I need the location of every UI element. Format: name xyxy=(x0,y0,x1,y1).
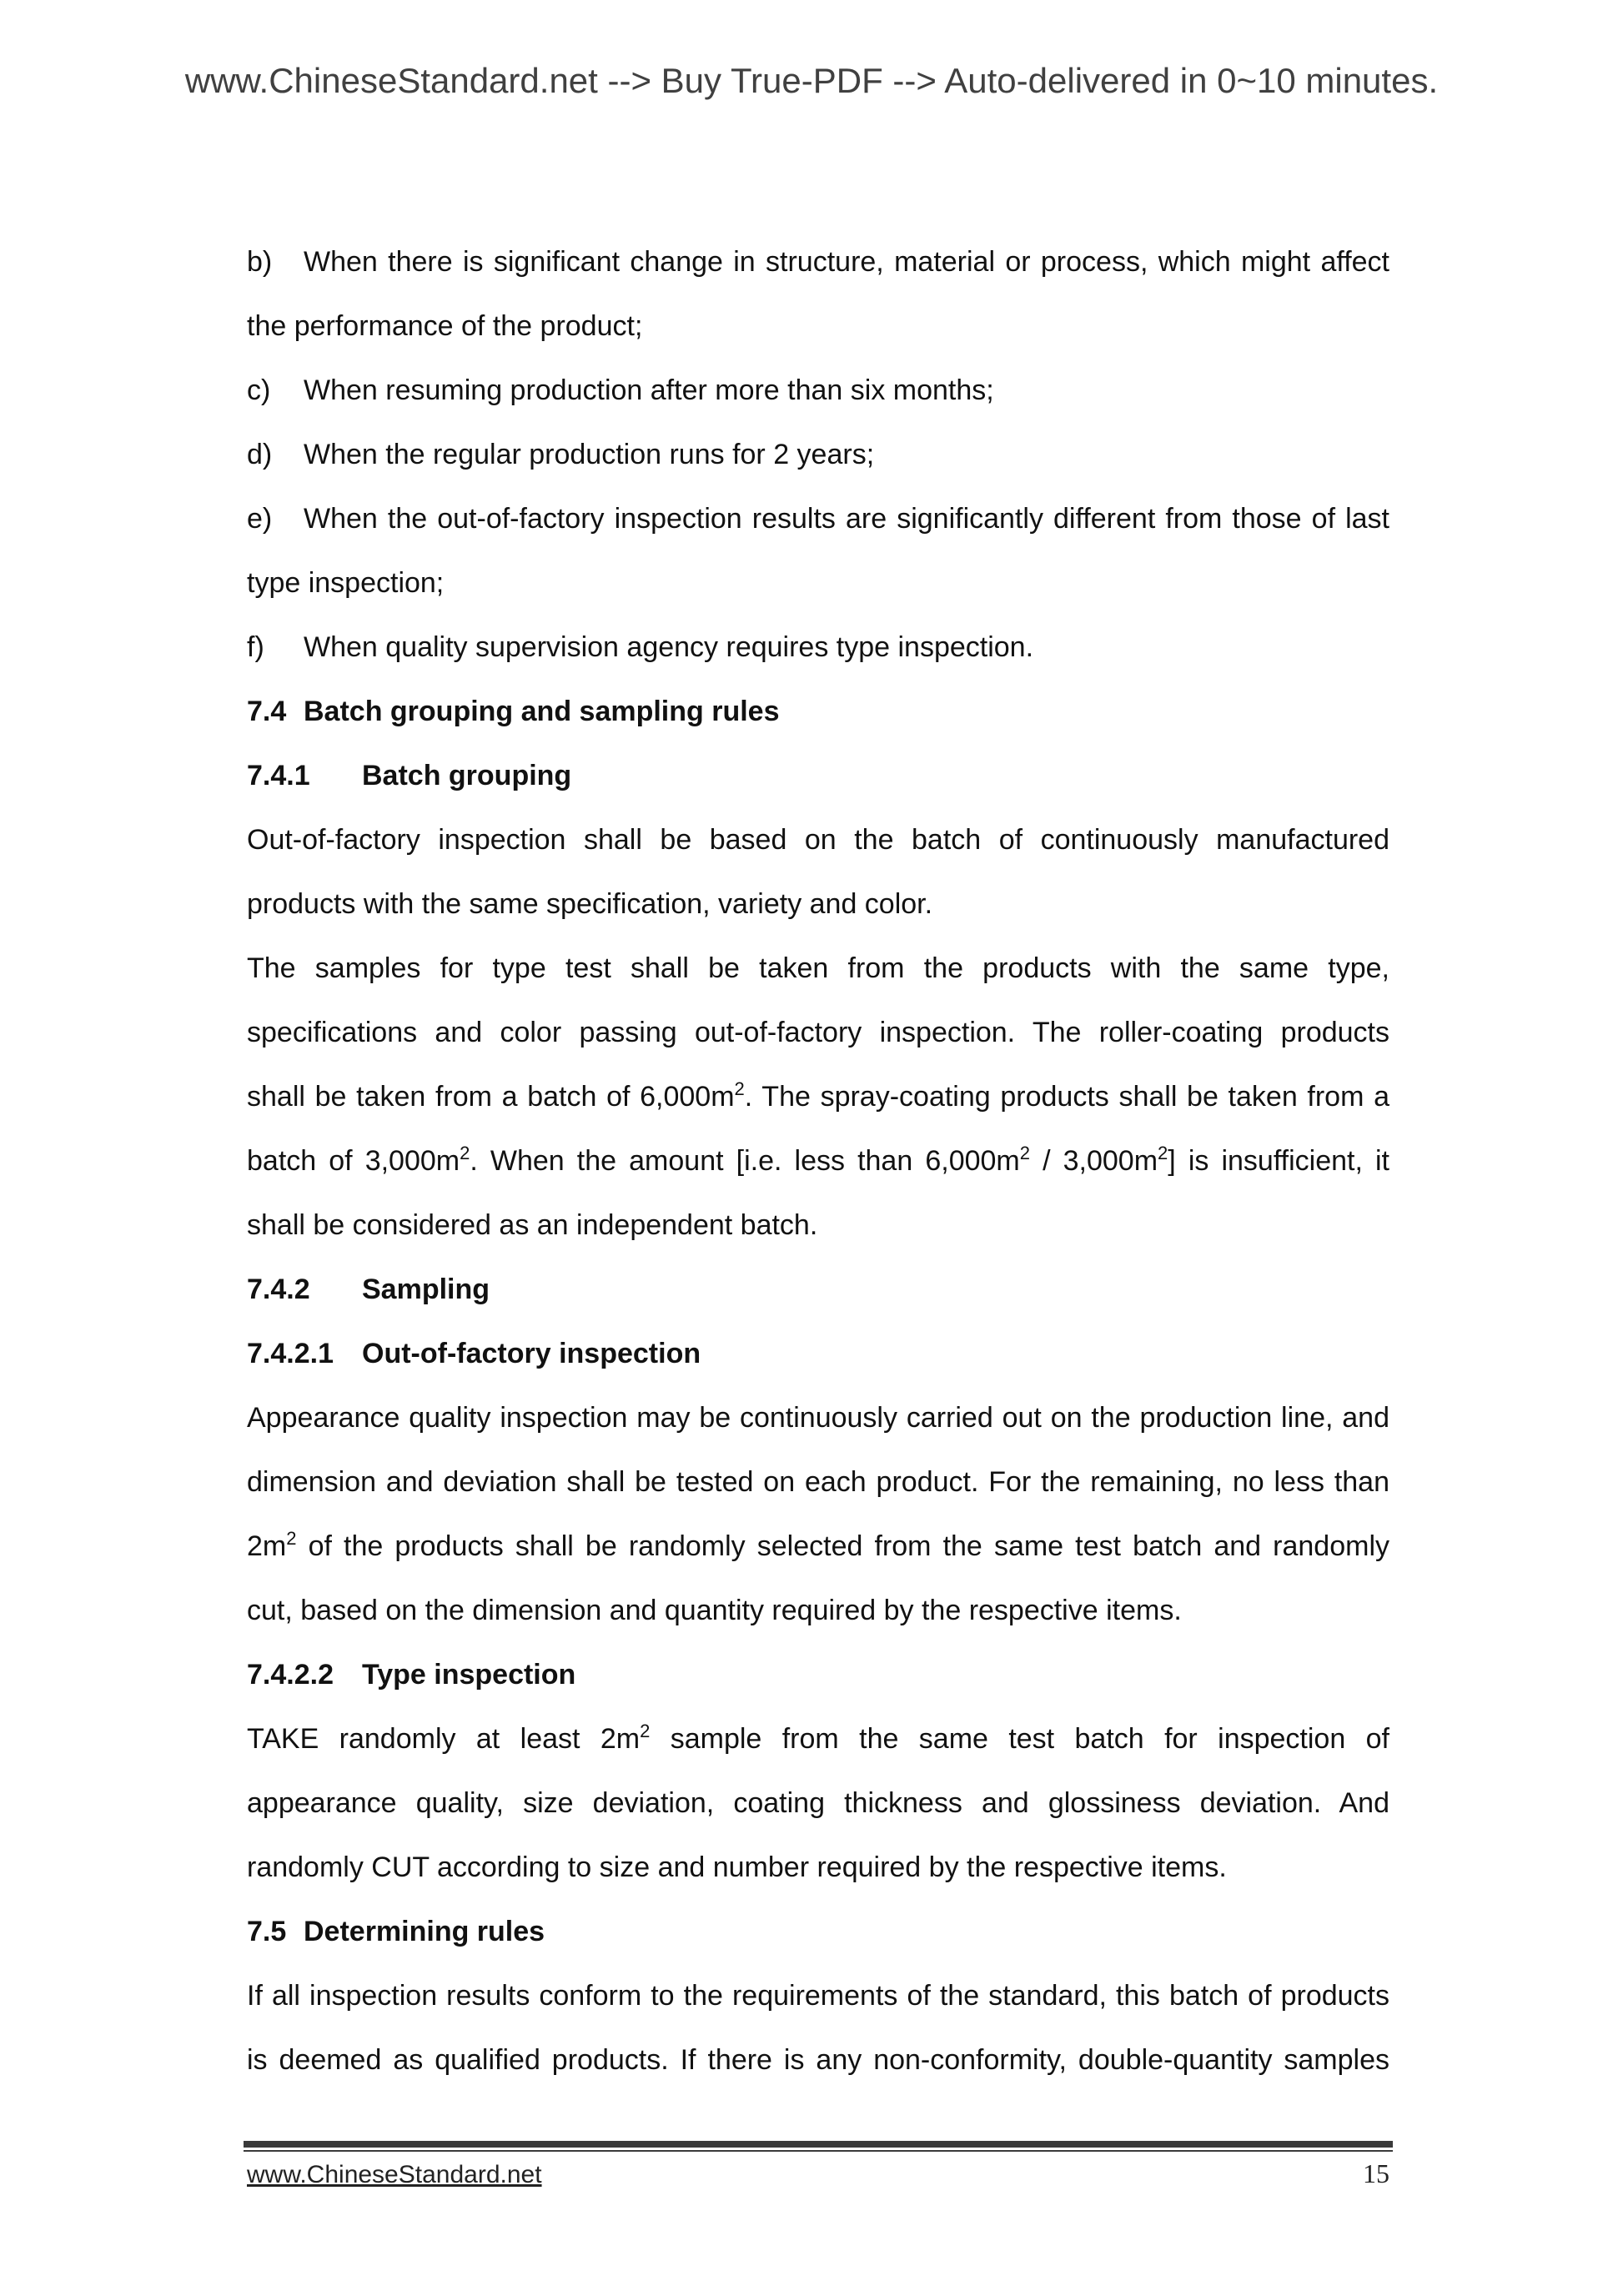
list-text: When the regular production runs for 2 years; xyxy=(304,439,875,470)
text-run: . The spray-coating products shall be taken from a xyxy=(744,1081,1390,1113)
paragraph-line: Appearance quality inspection may be continuously carried out on the production line, and xyxy=(247,1402,1389,1434)
section-title: Batch grouping and sampling rules xyxy=(304,696,780,727)
paragraph-line xyxy=(247,1707,1389,1771)
text-run: 2m xyxy=(247,1530,287,1562)
list-item-e-continuation: type inspection; xyxy=(247,567,445,599)
list-item-b xyxy=(247,230,1389,294)
list-text: When there is significant change in structure, material or process, which might affect xyxy=(304,246,1389,278)
section-title: Sampling xyxy=(362,1274,490,1305)
footer-divider-thick xyxy=(244,2141,1393,2148)
page-number: 15 xyxy=(1363,2158,1389,2188)
footer-website-link[interactable]: www.ChineseStandard.net xyxy=(247,2161,542,2188)
section-number: 7.4.2.2 xyxy=(247,1659,334,1691)
section-heading-7-4-2 xyxy=(247,1258,1389,1322)
list-item-b-continuation: the performance of the product; xyxy=(247,310,643,342)
section-number: 7.4.2.1 xyxy=(247,1338,334,1369)
paragraph-line: products with the same specification, variety and color. xyxy=(247,888,933,920)
superscript: 2 xyxy=(1019,1143,1030,1163)
paragraph-line: shall be considered as an independent batch. xyxy=(247,1209,818,1241)
list-label: f) xyxy=(247,631,264,663)
paragraph-line xyxy=(247,1515,1389,1579)
paragraph-line: cut, based on the dimension and quantity required by the respective items. xyxy=(247,1595,1182,1626)
top-banner[interactable]: www.ChineseStandard.net --> Buy True-PDF --> Auto-delivered in 0~10 minutes. xyxy=(184,61,1439,100)
list-item-f xyxy=(247,615,1389,680)
section-title: Determining rules xyxy=(304,1916,545,1947)
section-heading-7-5 xyxy=(247,1900,1389,1964)
paragraph-line: dimension and deviation shall be tested on each product. For the remaining, no less than xyxy=(247,1466,1389,1498)
superscript: 2 xyxy=(286,1528,297,1549)
list-label: d) xyxy=(247,439,273,470)
text-run: TAKE randomly at least 2m xyxy=(247,1723,641,1755)
section-title: Out-of-factory inspection xyxy=(362,1338,701,1369)
text-run: . When the amount [i.e. less than 6,000m xyxy=(470,1145,1020,1177)
superscript: 2 xyxy=(460,1143,470,1163)
document-body xyxy=(247,230,1389,2093)
section-number: 7.4.1 xyxy=(247,760,310,791)
list-text: When resuming production after more than six months; xyxy=(304,374,994,406)
paragraph-line: Out-of-factory inspection shall be based on the batch of continuously manufactured xyxy=(247,824,1389,856)
paragraph-line xyxy=(247,1129,1389,1193)
paragraph-line: The samples for type test shall be taken from the products with the same type, xyxy=(247,952,1389,984)
section-number: 7.4.2 xyxy=(247,1274,310,1305)
list-item-e xyxy=(247,487,1389,551)
list-item-c xyxy=(247,359,1389,423)
footer-divider xyxy=(244,2141,1393,2153)
paragraph-line: is deemed as qualified products. If there is any non-conformity, double-quantity samples xyxy=(247,2044,1389,2076)
text-run: sample from the same test batch for inspection of xyxy=(650,1723,1389,1755)
paragraph-line: appearance quality, size deviation, coating thickness and glossiness deviation. And xyxy=(247,1787,1389,1819)
section-heading-7-4-2-2 xyxy=(247,1643,1389,1707)
section-number: 7.5 xyxy=(247,1916,287,1947)
section-heading-7-4-1 xyxy=(247,744,1389,808)
superscript: 2 xyxy=(640,1721,651,1741)
section-title: Batch grouping xyxy=(362,760,572,791)
list-item-d xyxy=(247,423,1389,487)
text-run: ] is insufficient, it xyxy=(1168,1145,1390,1177)
superscript: 2 xyxy=(734,1078,745,1099)
paragraph-line: randomly CUT according to size and number required by the respective items. xyxy=(247,1851,1227,1883)
section-title: Type inspection xyxy=(362,1659,576,1691)
text-run: / 3,000m xyxy=(1030,1145,1158,1177)
list-label: e) xyxy=(247,503,273,535)
list-text: When quality supervision agency requires type inspection. xyxy=(304,631,1034,663)
paragraph-line: specifications and color passing out-of-factory inspection. The roller-coating products xyxy=(247,1017,1389,1048)
section-number: 7.4 xyxy=(247,696,287,727)
section-heading-7-4-2-1 xyxy=(247,1322,1389,1386)
text-run: shall be taken from a batch of 6,000m xyxy=(247,1081,735,1113)
list-text: When the out-of-factory inspection results are significantly different from those of last xyxy=(304,503,1389,535)
text-run: batch of 3,000m xyxy=(247,1145,460,1177)
paragraph-line xyxy=(247,1065,1389,1129)
list-label: c) xyxy=(247,374,271,406)
section-heading-7-4 xyxy=(247,680,1389,744)
list-label: b) xyxy=(247,246,273,278)
paragraph-line: If all inspection results conform to the requirements of the standard, this batch of products xyxy=(247,1980,1389,2012)
footer-divider-thin xyxy=(244,2150,1393,2152)
superscript: 2 xyxy=(1158,1143,1168,1163)
text-run: of the products shall be randomly selected from the same test batch and randomly xyxy=(296,1530,1389,1562)
